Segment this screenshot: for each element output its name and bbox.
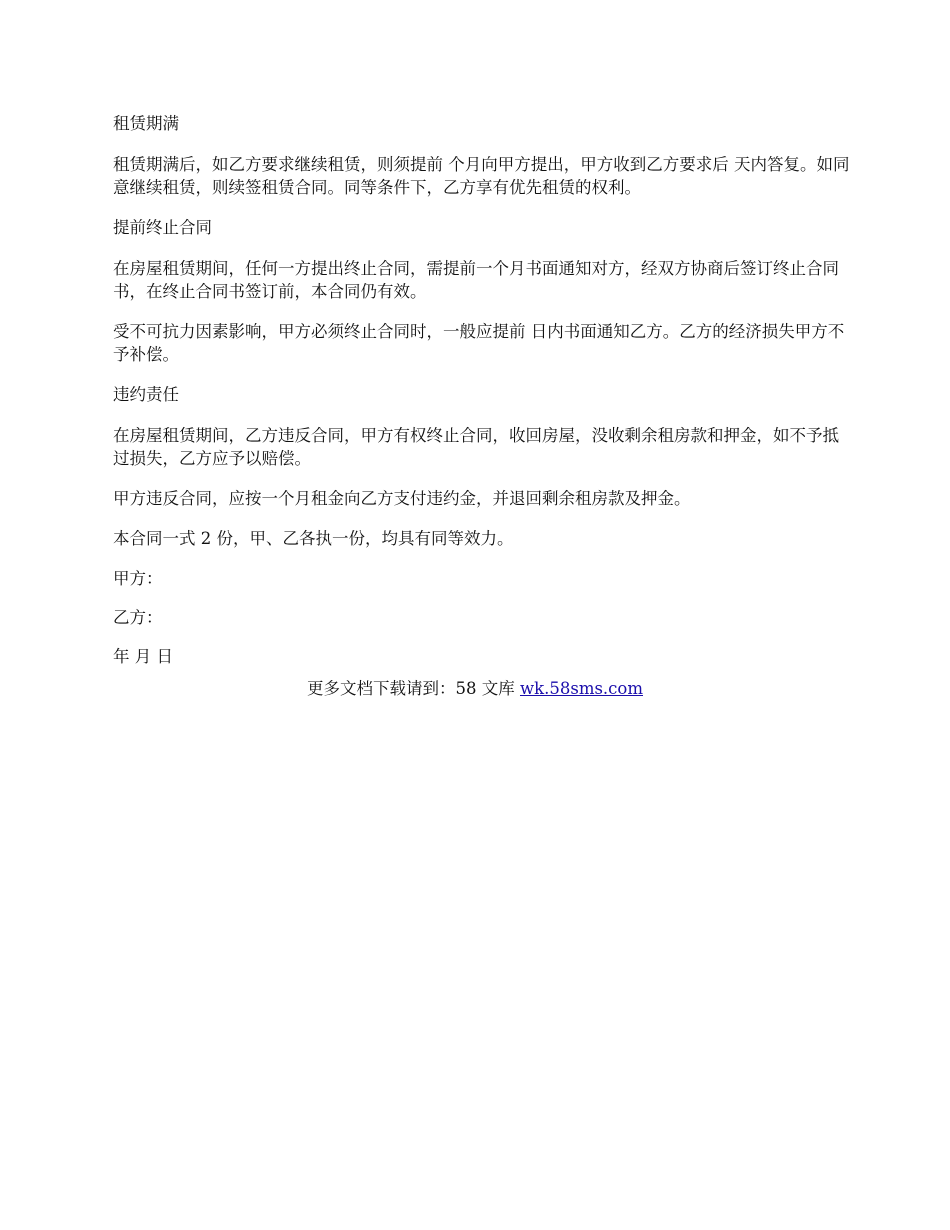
footer-link[interactable]: wk.58sms.com: [519, 679, 643, 698]
paragraph-termination-notice: 在房屋租赁期间，任何一方提出终止合同，需提前一个月书面通知对方，经双方协商后签订终止合同书，在终止合同书签订前，本合同仍有效。: [113, 259, 839, 301]
signature-party-b: 乙方：: [113, 608, 163, 627]
paragraph-force-majeure: 受不可抗力因素影响，甲方必须终止合同时，一般应提前 日内书面通知乙方。乙方的经济损失甲方不予补偿。: [113, 322, 845, 364]
signature-date: 年 月 日: [113, 647, 173, 666]
section-heading-lease-expiry: 租赁期满: [113, 114, 179, 133]
signature-party-a: 甲方：: [113, 569, 163, 588]
section-heading-early-termination: 提前终止合同: [113, 218, 212, 237]
paragraph-lease-renewal: 租赁期满后，如乙方要求继续租赁，则须提前 个月向甲方提出，甲方收到乙方要求后 天内答复。如同意继续租赁，则续签租赁合同。同等条件下，乙方享有优先租赁的权利。: [113, 155, 850, 197]
paragraph-copies: 本合同一式 2 份，甲、乙各执一份，均具有同等效力。: [113, 529, 514, 548]
document-body: [113, 112, 853, 684]
paragraph-landlord-breach: 甲方违反合同，应按一个月租金向乙方支付违约金，并退回剩余租房款及押金。: [113, 489, 691, 508]
download-footer: [0, 677, 950, 700]
footer-text: 更多文档下载请到：58 文库: [306, 679, 520, 698]
section-heading-breach-liability: 违约责任: [113, 385, 179, 404]
paragraph-tenant-breach: 在房屋租赁期间，乙方违反合同，甲方有权终止合同，收回房屋，没收剩余租房款和押金，如不予抵过损失，乙方应予以赔偿。: [113, 426, 839, 468]
